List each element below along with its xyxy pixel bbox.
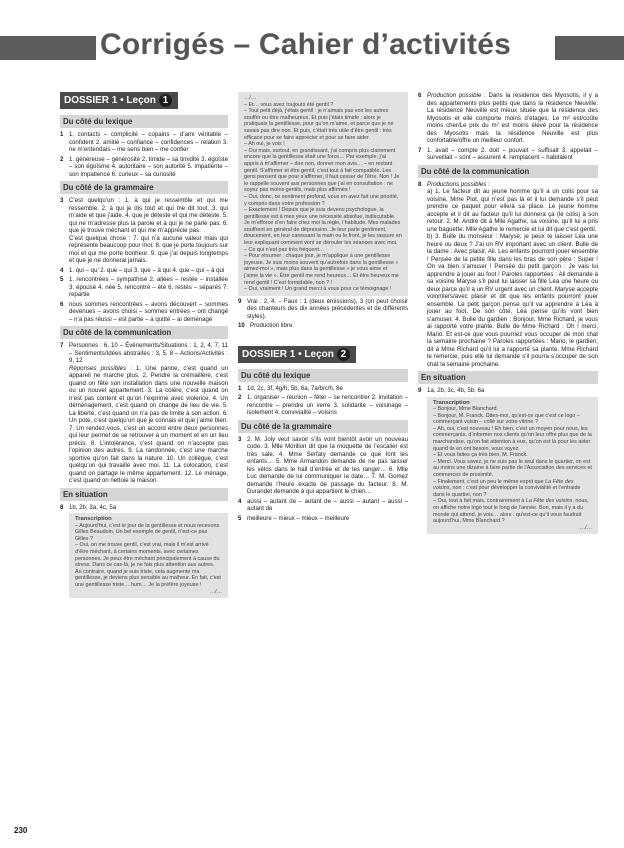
transcription-continued: …/… – Et… vous avez toujours été gentil ? – Tout petit déjà, j’étais gentil : je n’aimais pas voir les autres souffrir ou être malheureux. Et puis j’étais timide : alors je pratiquais la gentillesse, pour qu’on m’aime, et parce que je ne savais pas dire non. Et puis, c’était très utile d’être gentil : très efficace pour se faire apprécier et pour se faire aider. – Ah oui, je vois ! – Oui mais, surtout, en grandissant, j’ai compris plus clairement encore que la gentillesse était une force… Par exemple, j’ai appris à m’affirmer – dire non, donner mon avis… – en restant gentil. S’affirmer et être gentil, c’est tout à fait compatible. Les gens pensent que pour s’affirmer, il faut cesser de l’être. Non ! Je le rappelle souvent aux personnes que j’ai en consultation : ne soyez pas moins gentils, mais plus affirmés ! – Oui, donc, ce sentiment profond, vous en avez fait une priorité, y compris dans votre profession ? – Exactement ! Depuis que je suis devenu psychologue, la gentillesse est à mes yeux une nécessité absolue, indiscutable. Je m’efforce d’en faire chez moi la règle, l’habitude. Mes malades souffrent en général de dépression. Je leur parle gentiment, doucement, en leur caressant la main ou le front, je les rassure en leur expliquant comment vont se dérouler les séances avec moi. – Ce qui n’est pas très fréquent… – Pour résumer : chaque jour, je m’applique à une gentillesse joyeuse. Je suis moins souvent qu’autrefois dans la gentillesse « aimez-moi », mais plus dans la gentillesse « je vous aime et j’aime la vie ». Être gentil me rend heureux… Et être heureux me rend gentil ! C’est formidable, non ? ! – Oui, vraiment ! Un grand merci à vous pour ce témoignage !: [238, 92, 408, 296]
exercise-2-4: 4 aussi – autant de – autant de – aussi – autant – aussi – autant de: [238, 497, 408, 513]
page-header: [0, 30, 624, 64]
section-situation: En situation: [60, 488, 228, 501]
exercise-2-6: 6 Production possible : Dans la résidence des Myosotis, il y a des appartements plus petits que dans la résidence Neuville. La résidence Neuville est mieux située que la résidence des Myosotis et elle comporte moins d’étages. Le m² est/coûte moins cher/Le prix du m² est moins élevé pour la résidence des Myosotis mais la résidence Neuville est plus confortable/offre un meilleur confort.: [418, 92, 598, 144]
transcription-box: Transcription – Aujourd’hui, c’est le jour de la gentillesse et nous recevons Gilles Beaudoin. Un bel exemple de gentil, n’est-ce pas Gilles ? – Oui, on me trouve gentil, c’est vrai, mais il m’est arrivé d’être méchant, à certains moments, avec certaines personnes. Je peux être méchant principalement à cause du stress. Dans ce cas-là, je ne fais plus attention aux autres. Au contraire, quand je suis triste, cela augmente ma gentillesse, je deviens plus sensible au malheur. En fait, c’est une gentillesse triste… hum… Je la préfère joyeuse ! …/…: [69, 513, 228, 598]
exercise-8: 8 1b, 2b, 3a, 4c, 5a: [60, 503, 117, 511]
exercise-5: 5 1. rencontrées – sympathisé 2. allées – restée – installée 3. épousé 4. née 5. rencontré – été 6. restés – séparés 7. repartie: [60, 276, 228, 298]
section-communication: Du côté de la communication: [60, 326, 228, 339]
dossier-heading-2: [238, 346, 356, 363]
header-bar-right: [555, 36, 624, 60]
header-bar-left: [0, 36, 96, 60]
exercise-2-8: 8 Productions possibles : a) 1. Le facteur dit au jeune homme qu’il a un colis pour sa voisine, Mme Piot, qui n’est pas là et il lui demande s’il peut prendre ce paquet pour elle/à sa place. Le jeune homme accepte et il dit au facteur qu’il lui donnera ça (le colis) à son retour. 2. M. André dit à Mlle Agathe, sa voisine, qu’il lui a pris une baguette. Mlle Agathe le remercie et lui dit que c’est gentil. b) 3. Bulle du monsieur : Maryse, je peux te laisser Léa une heure ou deux ? J’ai un RV important avec un client. Bulle de la dame : Avec plaisir, Ali. Les enfants pourront jouer ensemble ! Pensée de la petite fille dans les bras de son père : Super ! On va bien s’amuser ! Pensée du petit garçon : Je vais lui apprendre à jouer au foot ! Paroles rapportées : Ali demande à sa voisine Maryse s’il peut lui laisser sa fille Léa une heure ou deux parce qu’il a un RV urgent avec un client. Maryse accepte volontiers/avec plaisir et dit que les enfants pourront jouer ensemble. Le petit garçon pense qu’il va apprendre à Léa à jouer au foot. De son côté, Léa pense qu’ils vont bien s’amuser. 4. Bulle du gardien : Bonjour, Mme Richard, je vous ai rapporté votre plante. Bulle de Mme Richard : Oh ! merci, Mario. Et est-ce que vous pourriez vous occuper de mon chat la semaine prochaine ? Paroles rapportées : Mario, le gardien, dit à Mme Richard qu’il lui a rapporté sa plante. Mme Richard le remercie, puis elle lui demande s’il pourra s’occuper de son chat la semaine prochaine.: [418, 180, 598, 368]
exercise-2-2: 2 1. organiser – réunion – fêter – se rencontrer 2. invitation – rencontre – prendre un verre 3. solidarité – voisinage – isolement 4. convivialité – voisins: [238, 394, 408, 417]
dossier-heading: [60, 92, 178, 109]
lecon-number: 1: [159, 94, 173, 107]
exercise-1: 1 1. contacts – complicité – copains – d’ami véritable – confident 2. amitié – confiance – confidences – relation 3. ne m’entendais – me sens bien – me confier: [60, 131, 228, 153]
exercise-7: 7 Personnes : 6, 10 – Événements/Situations : 1, 2, 4, 7, 11 – Sentiments/Idées abstraites : 3, 5, 8 – Actions/Activités : 9, 12 Réponses possibles : 1. Une panne, c’est quand un appareil ne marche plus. 2. Pendre la crémaillère, c’est quand on fête son installation dans une nouvelle maison ou un nouvel appartement. 3. La colère, c’est quand on n’est pas content et qu’on l’exprime avec violence. 4. Un déménagement, c’est quand on change de lieu de vie. 5. La liberté, c’est quand on n’a pas de limite à son action. 6. Un pote, c’est quelqu’un que je connais et que j’aime bien. 7. Un rendez-vous, c’est un accord entre deux personnes qui leur permet de se retrouver à un moment et en un lieu précis. 8. L’intolérance, c’est quand on n’accepte pas l’opinion des autres. 9. La randonnée, c’est une marche sportive qu’on fait dans la nature. 10. Un collègue, c’est quelqu’un qui travaille avec moi. 11. La colocation, c’est quand on partage le même appartement. 12. Le ménage, c’est quand on nettoie la maison.: [60, 342, 228, 484]
page-title: Corrigés – Cahier d’activités: [100, 28, 511, 61]
exercise-4: 4 1. qui – qu’ 2. que – qui 3. que – à qui 4. que – qui – à qui: [60, 266, 225, 274]
section-grammaire-2: Du côté de la grammaire: [238, 420, 408, 433]
dossier-label-2: DOSSIER 1 • Leçon: [242, 348, 334, 360]
exercise-2: 2 1. généreuse – générosité 2. timide – sa timidité 3. égoïste – son égoïsme 4. autoritaire – son autorité 5. impatiente – son impatience 6. curieux – sa curiosité: [60, 155, 228, 178]
exercise-9: 9 Vrai : 2, 4. – Faux : 1 (deux émissions), 3 (on peut choisir des chanteurs des dix années précédentes et de différents styles).: [238, 297, 408, 320]
column-1: [60, 92, 228, 601]
lecon-number-2: 2: [337, 348, 351, 361]
exercise-10: 10 Production libre.: [238, 322, 295, 330]
exercise-2-3: 3 2. M. Joly veut savoir s’ils vont bientôt avoir un nouveau code. 3. Mlle Morillon dit que la moquette de l’escalier est très sale. 4. Mme Serfaty demande ce que font les enfants… 5. Mme Armandon demande de ne pas laisser les vélos dans le hall d’entrée et de les ranger… 6. Mlle Luc demande de lui communiquer la date… 7. M. Gomez demande l’heure exacte de passage du facteur. 8. M. Durandet demande à qui appartient le chien…: [238, 435, 408, 496]
section-grammaire: Du côté de la grammaire: [60, 181, 228, 194]
exercise-3: 3 C’est quelqu’un : 1. à qui je ressemble et qui me ressemble. 2. à qui je dis tout et qui me dit tout. 3. qui m’aide et que j’aide. 4. que je déteste et qui me déteste. 5. qui ne m’adresse plus la parole et à qui je ne parle pas. 6. que je trouve méchant et qui me m’apprécie pas. C’est quelque chose : 7. qui n’a aucune valeur mais qui représente beaucoup pour moi. 8. que je porte toujours sur moi et qui me porte bonheur. 9. que j’ai depuis longtemps et que je ne donnerai jamais.: [60, 197, 228, 264]
section-situation-2: En situation: [418, 371, 598, 384]
section-lexique: Du côté du lexique: [60, 115, 228, 128]
exercise-2-9: 9 1a, 2b, 3c, 4b, 5b, 6a: [418, 387, 485, 394]
exercise-2-1: 1 1d, 2c, 3f, 4g/h, 5b, 6a, 7a/b/c/h, 8e: [238, 384, 343, 392]
exercise-6: 6 nous sommes rencontrées – avons découvert – sommes devenues – avons choisi – sommes entrées – ont changé – n’a pas réussi – est partie – a quitté – ai déménagé: [60, 300, 228, 323]
exercise-2-7: 7 1. avait – compte 2. doit – pouvait – suffisait 3. appelait – surveillait – sont – assurent 4. remplacent – habitaient: [418, 146, 598, 161]
section-lexique-2: Du côté du lexique: [238, 369, 408, 382]
dossier-label: DOSSIER 1 • Leçon: [64, 95, 156, 106]
column-3: [418, 92, 598, 537]
page-number: 230: [14, 826, 28, 835]
column-2: [238, 92, 408, 524]
section-communication-2: Du côté de la communication: [418, 165, 598, 178]
exercise-2-5: 5 meilleure – mieux – mieux – meilleure: [238, 514, 350, 522]
transcription-box-2: Transcription – Bonjour, Mme Blanchard. – Bonjour, M. Franck. Dites-moi, qu’est-ce que c’est ce logo – commerçant voisin – collé sur votre vitrine ? – Ah, oui, c’est nouveau ! Eh bien, c’est un moyen pour nous, les commerçants, d’informer nos clients qu’on leur offre plus que de la marchandise, qu’on fait attention à eux, qu’on est là pour les aider quand ils en ont besoin, vous voyez. – Et vous faites ça très bien, M. Franck. – Merci. Vous savez, je ne suis pas le seul dans le quartier, on est au moins une dizaine à faire partie de l’Association des services et commerces de proximité. – Finalement, c’est un peu le même esprit que La Fête des voisins, non : c’est pour développer la convivialité et l’entraide dans le quartier, non ? – Oui, tout à fait mais, contrairement à La Fête des voisins, nous, on affiche notre logo tout le long de l’année. Bon, mais il y a du monde qui attend, je vois… alors : qu’est-ce qu’il vous faudrait aujourd’hui, Mme Blanchard ? …/…: [427, 397, 598, 535]
